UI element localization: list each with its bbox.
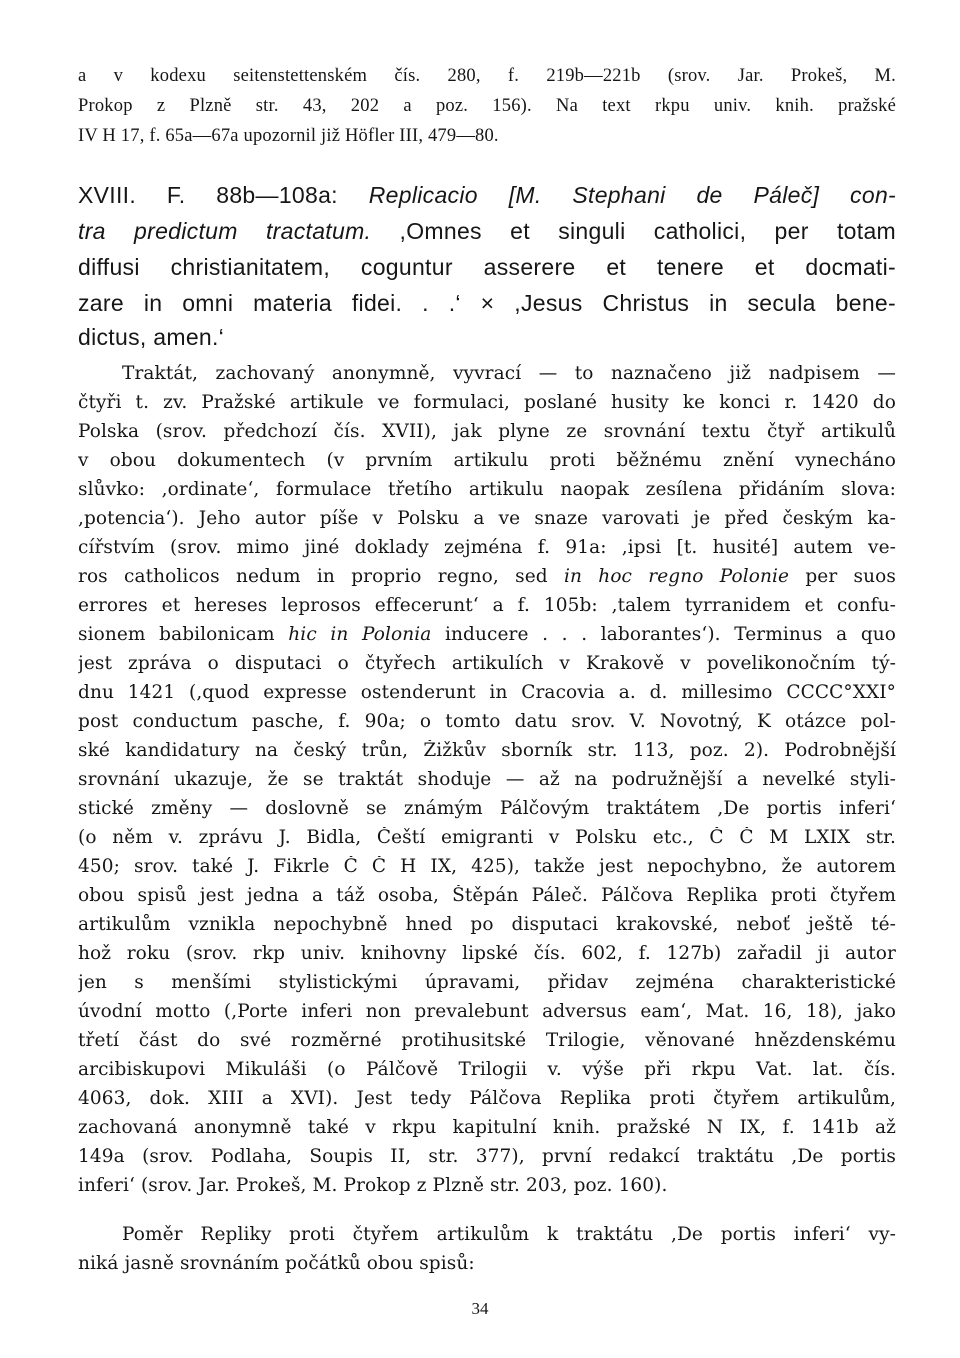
body-line: 4063, dok. XIII a XVI). Jest tedy Pálčova Replika proti čtyřem artikulům,: [78, 1088, 896, 1109]
page-number: 34: [471, 1299, 489, 1318]
body-line: Polska (srov. předchozí čís. XVII), jak plyne ze srovnání textu čtyř artikulů: [78, 421, 896, 442]
heading-line: zare in omni materia fidei. . .‘ × ,Jesus Christus in secula bene-: [78, 290, 896, 316]
text-line: Prokop z Plzně str. 43, 202 a poz. 156). Na text rkpu univ. knih. pražské: [78, 96, 896, 116]
body-line: cířstvím (srov. mimo jiné doklady zejména f. 91a: ,ipsi [t. husité] autem ve-: [78, 537, 896, 558]
body-line: zachovaná anonymně také v rkpu kapitulní knih. pražské N IX, f. 141b až: [78, 1117, 896, 1138]
body-line: [78, 624, 896, 645]
text-line: IV H 17, f. 65a—67a upozornil již Höfler III, 479—80.: [78, 126, 499, 146]
heading-line: dictus, amen.‘: [78, 324, 225, 350]
body-line: slůvko: ,ordinate‘, formulace třetího artikulu naopak zesílena přidáním slova:: [78, 479, 896, 500]
body-line: stické změny — doslovně se známým Pálčovým traktátem ,De portis inferi‘: [78, 798, 896, 819]
body-line: v obou dokumentech (v prvním artikulu proti běžnému znění vynecháno: [78, 450, 896, 471]
body-text-span: per suos: [789, 566, 896, 587]
heading-line: [78, 182, 896, 209]
body-line: niká jasně srovnáním počátků obou spisů:: [78, 1253, 475, 1274]
body-italic-span: in hoc regno Polonie: [564, 566, 790, 587]
entry-number: XVIII. F. 88b—108a:: [78, 182, 369, 208]
body-line: arcibiskupovi Mikuláši (o Pálčově Trilogii v. výše při rkpu Vat. lat. čís.: [78, 1059, 896, 1080]
body-line: hož roku (srov. rkp univ. knihovny lipské čís. 602, f. 127b) zařadil ji autor: [78, 943, 896, 964]
body-text-span: sionem babilonicam: [78, 624, 289, 645]
body-line: dnu 1421 (,quod expresse ostenderunt in Cracovia a. d. millesimo CCCC°XXI°: [78, 682, 896, 703]
body-line: Poměr Repliky proti čtyřem artikulům k traktátu ,De portis inferi‘ vy-: [122, 1224, 896, 1245]
body-line: ,potencia‘). Jeho autor píše v Polsku a ve snaze varovati je před českým ka-: [78, 508, 896, 529]
body-line: [78, 566, 896, 587]
body-line: jest zpráva o disputaci o čtyřech artikulích v Krakově v povelikonočním tý-: [78, 653, 896, 674]
body-text-span: inducere . . . laborantes‘). Terminus a quo: [431, 624, 896, 645]
entry-title: Replicacio [M. Stephani de Páleč] con-: [368, 182, 896, 208]
body-line: post conductum pasche, f. 90a; o tomto datu srov. V. Novotný, K otázce pol-: [78, 711, 896, 732]
entry-title-cont: tra predictum tractatum.: [78, 218, 372, 244]
document-page: [78, 0, 896, 1358]
text-line: a v kodexu seitenstettenském čís. 280, f. 219b—221b (srov. Jar. Prokeš, M.: [78, 66, 896, 86]
body-italic-span: hic in Polonia: [288, 624, 432, 645]
body-line: jen s menšími stylistickými úpravami, přidav zejména charakteristické: [78, 972, 896, 993]
body-line: 149a (srov. Podlaha, Soupis II, str. 377), první redakcí traktátu ,De portis: [78, 1146, 896, 1167]
body-line: obou spisů jest jedna a táž osoba, Štěpán Páleč. Pálčova Replika proti čtyřem: [78, 885, 896, 906]
body-line: errores et hereses leprosos effecerunt‘ a f. 105b: ,talem tyrranidem et confu-: [78, 595, 896, 616]
body-line: ské kandidatury na český trůn, Žižkův sborník str. 113, poz. 2). Podrobnější: [78, 740, 896, 761]
body-line: Traktát, zachovaný anonymně, vyvrací — to naznačeno již nadpisem —: [122, 363, 896, 384]
body-text-span: ros catholicos nedum in proprio regno, sed: [78, 566, 565, 587]
heading-line: [78, 218, 896, 245]
body-line: čtyři t. zv. Pražské artikule ve formulaci, poslané husity ke konci r. 1420 do: [78, 392, 896, 413]
heading-line: diffusi christianitatem, coguntur asserere et tenere et docmati-: [78, 254, 896, 280]
body-line: třetí část do své rozměrné protihusitské Trilogie, věnované hnězdenskému: [78, 1030, 896, 1051]
body-line: (o něm v. zprávu J. Bidla, Čeští emigranti v Polsku etc., Č Č M LXIX str.: [78, 827, 896, 848]
body-line: srovnání ukazuje, že se traktát shoduje — až na podružnější a nevelké styli-: [78, 769, 896, 790]
incipit: ,Omnes et singuli catholici, per totam: [371, 218, 896, 244]
body-line: inferi‘ (srov. Jar. Prokeš, M. Prokop z Plzně str. 203, poz. 160).: [78, 1175, 668, 1196]
body-line: 450; srov. také J. Fikrle Č Č H IX, 425), takže jest nepochybno, že autorem: [78, 856, 896, 877]
body-line: artikulům vznikla nepochybně hned po disputaci krakovské, neboť ještě té-: [78, 914, 896, 935]
body-line: úvodní motto (,Porte inferi non prevalebunt adversus eam‘, Mat. 16, 18), jako: [78, 1001, 896, 1022]
